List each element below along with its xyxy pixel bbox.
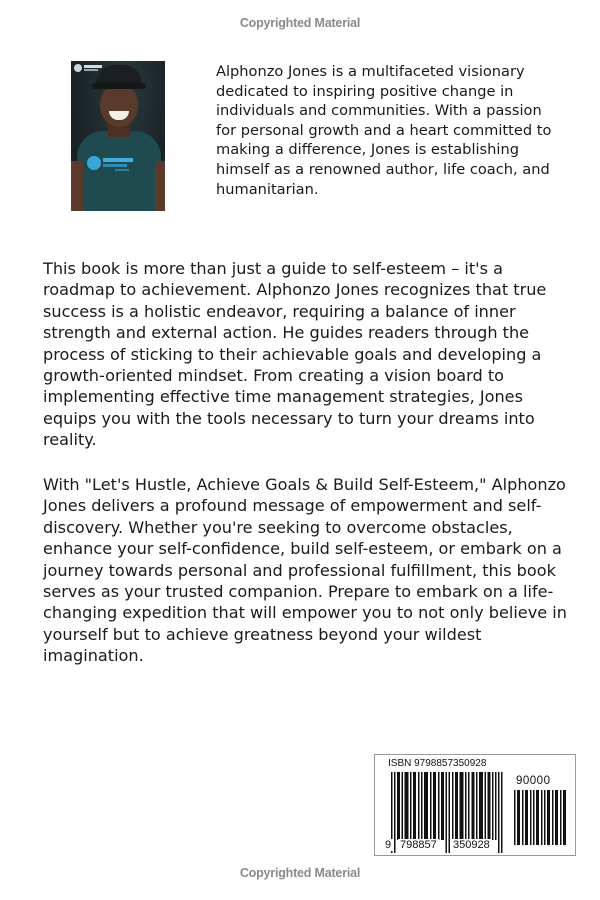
barcode-digit-lead: 9 <box>385 839 392 851</box>
addon-barcode-bars-icon <box>514 790 566 845</box>
author-shirt <box>77 131 161 211</box>
isbn-barcode <box>374 754 576 856</box>
isbn-label: ISBN 9798857350928 <box>388 758 487 769</box>
description-paragraph-1: This book is more than just a guide to self-esteem – it's a roadmap to achievement. Alphonzo Jones recognizes that true success is a holistic endeavor, requiring a balance of inner strength and external action. He guides readers through the process of sticking to their achievable goals and developing a growth-oriented mindset. From creating a vision board to implementing effective time management strategies, Jones equips you with the tools necessary to turn your dreams into reality. <box>43 259 547 450</box>
author-photo <box>71 61 165 211</box>
author-face <box>100 85 138 127</box>
barcode-digit-group-2: 350928 <box>453 839 490 851</box>
copyright-watermark-top: Copyrighted Material <box>239 16 361 30</box>
description-paragraph-2: With "Let's Hustle, Achieve Goals & Build Self-Esteem," Alphonzo Jones delivers a profound message of empowerment and self-discovery. Whether you're seeking to overcome obstacles, enhance your self-confidence, build self-esteem, or embark on a journey towards personal and professional fulfillment, this book serves as your trusted companion. Prepare to embark on a life-changing expedition that will empower you to not only believe in yourself but to achieve greatness beyond your wildest imagination. <box>43 475 567 666</box>
price-code: 90000 <box>516 775 551 787</box>
author-bio: Alphonzo Jones is a multifaceted visionary dedicated to inspiring positive change in individuals and communities. With a passion for personal growth and a heart committed to making a difference, Jones is establishing himself as a renowned author, life coach, and humanitarian. <box>216 63 552 198</box>
shirt-brain-logo-icon <box>87 156 101 170</box>
copyright-watermark-bottom: Copyrighted Material <box>239 866 361 880</box>
barcode-digit-group-1: 798857 <box>400 839 437 851</box>
